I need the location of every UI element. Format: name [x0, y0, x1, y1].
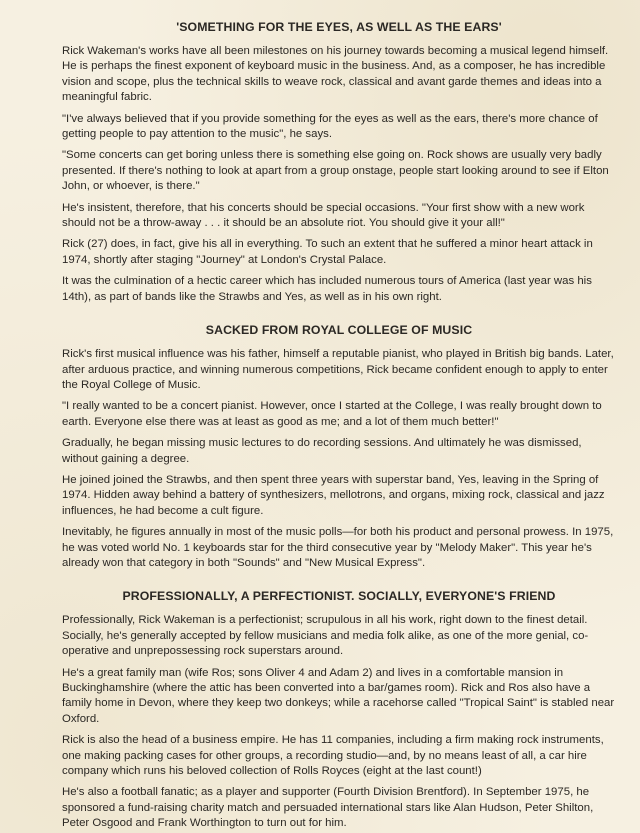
paragraph: He joined joined the Strawbs, and then spent three years with superstar band, Yes, leaving in the Spring of 1974. Hidden away behind a battery of synthesizers, mellotrons, and organs, mixing rock, classical and jazz influences, he had become a cult figure.	[62, 473, 605, 517]
paragraph: He's a great family man (wife Ros; sons Oliver 4 and Adam 2) and lives in a comfortable mansion in Buckinghamshire (where the attic has been converted into a bar/games room). Rick and Ros also have a family home in Devon, where they keep two donkeys; while a racehorse called "Tropical Saint" is stabled near Oxford.	[62, 666, 615, 725]
section-heading-perfectionist: PROFESSIONALLY, A PERFECTIONIST. SOCIALLY, EVERYONE'S FRIEND	[122, 589, 556, 604]
paragraph: "I really wanted to be a concert pianist. However, once I started at the College, I was really brought down to earth. Everyone else there was at least as good as me; and a lot of them much better!"	[62, 400, 602, 428]
paragraph: Rick (27) does, in fact, give his all in everything. To such an extent that he suffered a minor heart attack in 1974, shortly after staging "Journey" at London's Crystal Palace.	[62, 238, 593, 266]
paragraph: He's insistent, therefore, that his concerts should be special occasions. "Your first show with a new work should not be a throw-away . . . it should be an absolute riot. You should give it your all!"	[62, 201, 585, 230]
paragraph: He's also a football fanatic; as a player and supporter (Fourth Division Brentford). In September 1975, he sponsored a fund-raising charity match and persuaded international stars like Alan Hudson, Peter Shilton, Peter Osgood and Frank Worthington to turn out for him.	[62, 786, 594, 830]
paragraph: "Some concerts can get boring unless there is something else going on. Rock shows are usually very badly presented. If there's nothing to look at apart from a group onstage, people start looking around to see if Elton John, or whoever, is there."	[62, 149, 609, 193]
paragraph: It was the culmination of a hectic career which has included numerous tours of America (last year was his 14th), as part of bands like the Strawbs and Yes, as well as in his own right.	[62, 275, 592, 303]
paragraph: "I've always believed that if you provide something for the eyes as well as the ears, there's more chance of getting people to pay attention to the music", he says.	[62, 112, 598, 141]
section-heading-royal-college: SACKED FROM ROYAL COLLEGE OF MUSIC	[205, 323, 473, 338]
paragraph: Professionally, Rick Wakeman is a perfectionist; scrupulous in all his work, right down to the finest detail. Socially, he's generally accepted by fellow musicians and media folk alike, as one of the more genial, co-operative and unprepossessing rock superstars around.	[62, 614, 589, 658]
paragraph: Rick's first musical influence was his father, himself a reputable pianist, who played in British big bands. Later, after arduous practice, and winning numerous competitions, Rick became confident enough to apply to enter the Royal College of Music.	[62, 348, 614, 391]
paragraph: Inevitably, he figures annually in most of the music polls—for both his product and personal prowess. In 1975, he was voted world No. 1 keyboards star for the third consecutive year by "Melody Maker". This year he's already won that category in both "Sounds" and "New Musical Express".	[62, 526, 614, 569]
section-heading-eyes-and-ears: 'SOMETHING FOR THE EYES, AS WELL AS THE EARS'	[176, 20, 502, 34]
paragraph: Gradually, he began missing music lectures to do recording sessions. And ultimately he was dismissed, without gaining a degree.	[62, 437, 582, 465]
paragraph: Rick Wakeman's works have all been milestones on his journey towards becoming a musical legend himself. He is perhaps the finest exponent of keyboard music in the business. And, as a composer, he has incredible vision and scope, plus the technical skills to weave rock, classical and avant garde themes and ideas into a meaningful fabric.	[62, 45, 609, 104]
paragraph: Rick is also the head of a business empire. He has 11 companies, including a firm making rock instruments, one making packing cases for other groups, a recording studio—and, by no means least of all, a car hire company which runs his beloved collection of Rolls Royces (eight at the last count!)	[62, 734, 604, 778]
